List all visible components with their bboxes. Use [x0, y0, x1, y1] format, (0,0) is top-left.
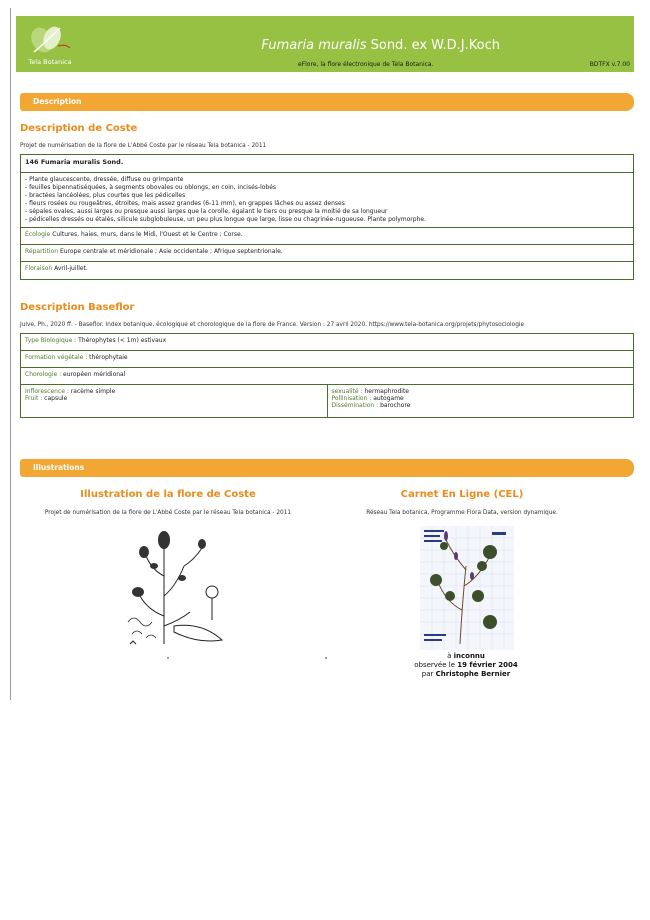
type-bio-row: [21, 334, 633, 351]
illustrations-section-bar: [20, 459, 634, 477]
coste-species-row: 146 Fumaria muralis Sond.: [21, 155, 633, 173]
chorologie-label: Chorologie :: [25, 371, 62, 378]
floraison-value: Avril-juillet.: [54, 265, 88, 272]
cel-illustration-source: Réseau Tela botanica, Programme Flora Data, version dynamique.: [366, 510, 558, 516]
chorologie-value: européen méridional: [63, 371, 126, 378]
pollinisation-value: autogame: [373, 395, 404, 402]
coste-floraison-row: [21, 262, 633, 279]
fruit-value: capsule: [44, 395, 68, 402]
coste-source: Projet de numérisation de la flore de L'Abbé Coste par le réseau Tela botanica - 2011: [20, 143, 267, 149]
ecologie-value: Cultures, haies, murs, dans le Midi, l'Ouest et le Centre ; Corse.: [52, 231, 243, 238]
caption-author[interactable]: Christophe Bernier: [435, 670, 511, 678]
title-author: Sond. ex W.D.J.Koch: [366, 38, 500, 53]
traits-left-col: [21, 385, 327, 417]
pollinisation-label: Pollinisation :: [331, 395, 372, 402]
baseflor-table: [20, 333, 634, 418]
page-title: [261, 38, 500, 53]
desc-line: - pédicelles dressés ou étalés, silicule subglobuleuse, un peu plus longue que large, lisse ou chagrinée-rugueuse. Plante polymorphe.: [25, 216, 426, 223]
coste-illustration-title: Illustration de la flore de Coste: [80, 489, 256, 500]
baseflor-title: Description Baseflor: [20, 302, 135, 313]
cel-illustration-title: Carnet En Ligne (CEL): [400, 489, 524, 500]
image-marker: [167, 657, 169, 659]
fruit-label: Fruit :: [25, 395, 43, 402]
header-version: BDTFX v.7.00: [589, 61, 630, 68]
desc-line: - feuilles bipennatiséquées, à segments obovales ou oblongs, en coin, incisés-lobés: [25, 184, 277, 191]
sexualite-value: hermaphrodite: [364, 388, 409, 395]
caption-author-line: [366, 670, 566, 679]
baseflor-source: Julve, Ph., 2020 ff. - Baseflor. Index botanique, écologique et chorologique de la flore de France. Version : 27 avril 2020. https://www.tela-botanica.org/projets/phytosociologie: [20, 322, 525, 328]
coste-ecologie-row: [21, 228, 633, 245]
sexualite-label: sexualité :: [331, 388, 363, 395]
logo-text: Tela Botanica: [28, 58, 72, 66]
tela-botanica-logo[interactable]: [20, 22, 82, 70]
author-prefix: par: [421, 670, 436, 678]
dissemination-label: Dissémination :: [331, 402, 379, 409]
image-marker: [325, 657, 327, 659]
coste-table: [20, 154, 634, 280]
type-bio-label: Type Biologique :: [25, 337, 77, 344]
inflorescence-label: Inflorescence :: [25, 388, 69, 395]
desc-line: - bractées lancéolées, plus courtes que les pédicelles: [25, 192, 186, 199]
coste-title: Description de Coste: [20, 123, 138, 134]
place-prefix: à: [447, 652, 454, 660]
floraison-label: Floraison: [25, 265, 53, 272]
coste-description-row: [21, 173, 633, 228]
formation-label: Formation végétale :: [25, 354, 88, 361]
leaf-logo-icon: [20, 22, 80, 58]
left-margin-rule: [10, 8, 11, 700]
ecologie-label: Écologie: [25, 231, 51, 238]
desc-line: - fleurs rosées ou rougeâtres, étroites, mais assez grandes (6-11 mm), en grappes lâches ou assez denses: [25, 200, 345, 207]
description-section-bar: [20, 93, 634, 111]
header-subtitle: eFlore, la flore électronique de Tela Botanica.: [298, 61, 434, 68]
desc-line: - sépales ovales, aussi larges ou presque aussi larges que la corolle, égalant le tiers ou presque la moitié de sa longueur: [25, 208, 388, 215]
chorologie-row: [21, 368, 633, 385]
dissemination-value: barochore: [380, 402, 411, 409]
description-section-label: Description: [33, 97, 82, 106]
traits-row: [21, 385, 633, 417]
formation-value: thérophytaie: [89, 354, 128, 361]
illustrations-section-label: Illustrations: [33, 463, 85, 472]
title-genus: Fumaria muralis: [261, 38, 367, 53]
inflorescence-value: racème simple: [70, 388, 116, 395]
caption-place: inconnu: [453, 652, 485, 660]
cel-photo-caption: [366, 652, 566, 679]
formation-row: [21, 351, 633, 368]
page-header: [16, 16, 634, 72]
coste-illustration-source: Projet de numérisation de la flore de L'Abbé Coste par le réseau Tela botanica - 2011: [44, 510, 292, 516]
caption-place-line: [366, 652, 566, 661]
traits-right-col: [327, 385, 634, 417]
caption-date-line: [366, 661, 566, 670]
coste-repartition-row: [21, 245, 633, 262]
repartition-value: Europe centrale et méridionale ; Asie occidentale ; Afrique septentrionale.: [59, 248, 283, 255]
desc-line: - Plante glaucescente, dressée, diffuse ou grimpante: [25, 176, 184, 183]
caption-date: 19 février 2004: [457, 661, 518, 669]
coste-plant-drawing[interactable]: [124, 526, 224, 648]
repartition-label: Répartition: [25, 248, 59, 255]
date-prefix: observée le: [414, 661, 458, 669]
cel-herbarium-photo[interactable]: [420, 526, 514, 650]
type-bio-value: Thérophytes (< 1m) estivaux: [78, 337, 167, 344]
